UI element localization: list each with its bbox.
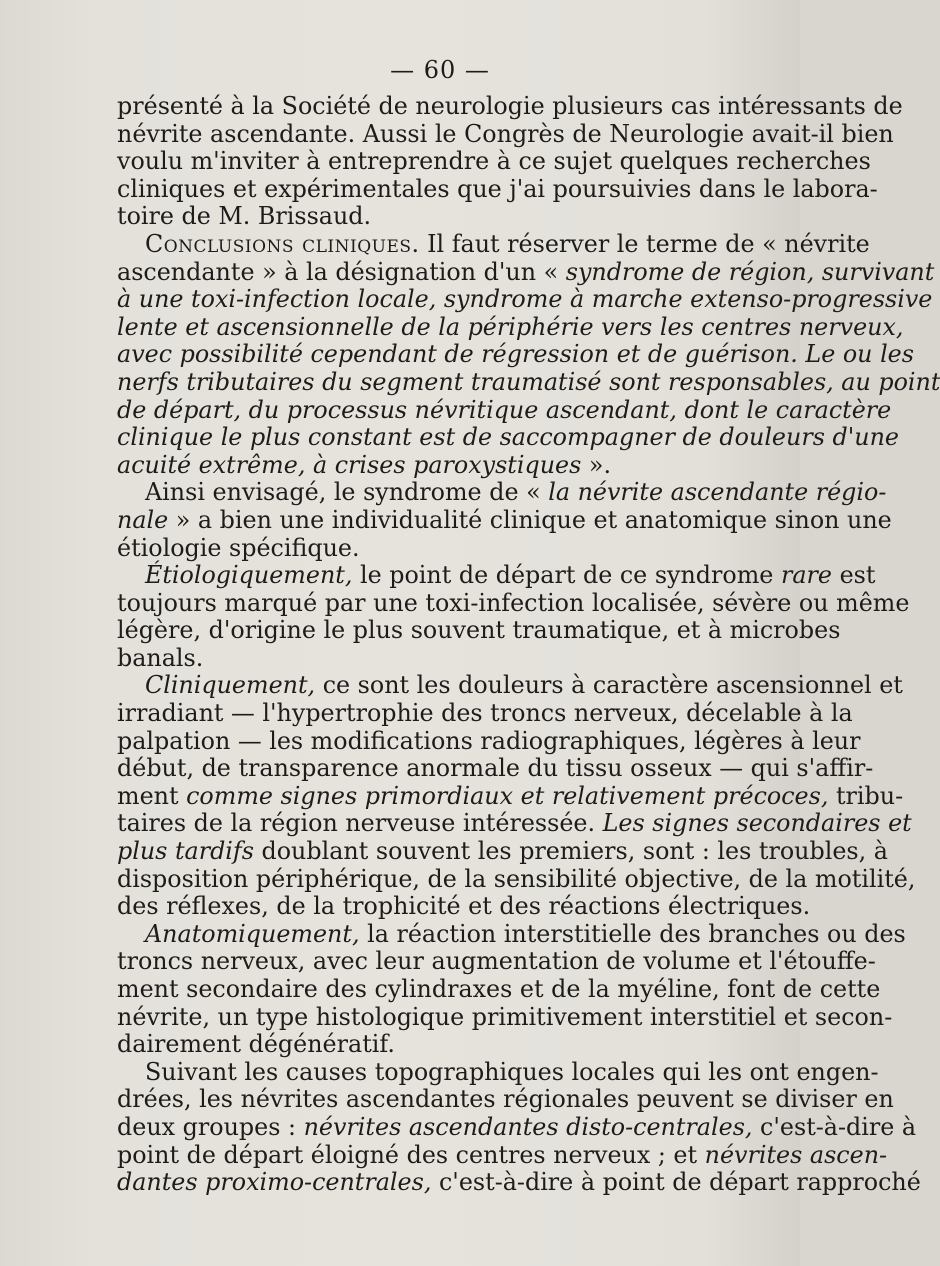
- text-segment: des réflexes, de la trophicité et des réactions électriques.: [117, 892, 811, 921]
- italic-segment: clinique le plus constant est de saccompagner de douleurs d'une: [117, 423, 899, 452]
- text-line: [117, 919, 906, 949]
- text-segment: cliniques et expérimentales que j'ai poursuivies dans le labora-: [117, 174, 878, 203]
- text-line: [117, 561, 876, 590]
- text-segment: début, de transparence anormale du tissu osseux — qui s'affir-: [117, 754, 874, 783]
- text-segment: toire de M. Brissaud.: [117, 202, 372, 231]
- text-line: [117, 1140, 888, 1170]
- italic-segment: la névrite ascendante régio-: [548, 478, 887, 507]
- text-segment: disposition périphérique, de la sensibilité objective, de la motilité,: [117, 864, 916, 893]
- text-segment: légère, d'origine le plus souvent traumatique, et à microbes: [117, 616, 841, 645]
- text-segment: est: [832, 561, 876, 590]
- text-line: [117, 947, 876, 976]
- text-segment: deux groupes :: [117, 1112, 304, 1141]
- text-segment: voulu m'inviter à entreprendre à ce sujet quelques recherches: [117, 147, 871, 176]
- text-line: [117, 229, 870, 259]
- text-line: [117, 395, 892, 425]
- text-segment: taires de la région nerveuse intéressée.: [117, 809, 603, 838]
- text-line: [117, 726, 861, 756]
- italic-segment: névrites ascendantes disto-centrales,: [303, 1112, 753, 1141]
- text-segment: banals.: [117, 643, 204, 672]
- italic-segment: syndrome de région, survivant: [565, 257, 935, 286]
- text-line: [117, 1031, 757, 1059]
- text-line: [117, 837, 888, 866]
- text-segment: toujours marqué par une toxi-infection localisée, sévère ou même: [117, 588, 910, 617]
- text-line: [117, 203, 757, 231]
- small-caps-heading: Conclusions cliniques.: [145, 229, 420, 258]
- text-segment: Suivant les causes topographiques locales qui les ont engen-: [145, 1057, 879, 1086]
- text-segment: Ainsi envisagé, le syndrome de «: [145, 478, 549, 507]
- text-segment: présenté à la Société de neurologie plusieurs cas intéressants de: [117, 92, 903, 120]
- text-line: [117, 1057, 879, 1087]
- italic-segment: névrites ascen-: [704, 1140, 888, 1169]
- text-line: [117, 340, 914, 369]
- text-segment: ».: [581, 450, 612, 479]
- text-segment: irradiant — l'hypertrophie des troncs nerveux, décelable à la: [117, 699, 853, 728]
- italic-segment: Cliniquement,: [145, 671, 316, 700]
- text-line: [117, 285, 933, 314]
- text-line: [117, 975, 881, 1004]
- text-line: [117, 423, 899, 452]
- text-line: [117, 119, 894, 149]
- text-line: [117, 864, 916, 894]
- text-segment: ce sont les douleurs à caractère ascensionnel et: [315, 671, 903, 700]
- text-segment: c'est-à-dire à point de départ rapproché: [431, 1168, 921, 1197]
- text-segment: palpation — les modifications radiographiques, légères à leur: [117, 726, 861, 755]
- text-segment: Il faut réserver le terme de « névrite: [419, 229, 870, 258]
- text-line: [117, 1112, 917, 1142]
- text-line: [117, 535, 757, 563]
- text-line: [117, 257, 935, 287]
- text-segment: ment secondaire des cylindraxes et de la myéline, font de cette: [117, 975, 881, 1003]
- italic-segment: de départ, du processus névritique ascendant, dont le caractère: [117, 395, 892, 424]
- italic-segment: rare: [780, 561, 832, 590]
- italic-segment: lente et ascensionnelle de la périphérie vers les centres nerveux,: [117, 312, 904, 341]
- text-line: [117, 1002, 893, 1032]
- italic-segment: Anatomiquement,: [145, 919, 360, 948]
- text-segment: le point de départ de ce syndrome: [352, 561, 781, 590]
- text-segment: étiologie spécifique.: [117, 533, 360, 562]
- text-line: [117, 645, 757, 673]
- text-segment: névrite ascendante. Aussi le Congrès de Neurologie avait-il bien: [117, 119, 894, 148]
- text-line: [117, 174, 878, 204]
- text-segment: la réaction interstitielle des branches ou des: [359, 919, 906, 948]
- text-segment: point de départ éloigné des centres nerveux ; et: [117, 1140, 705, 1169]
- italic-segment: nerfs tributaires du segment traumatisé sont responsables, au point: [117, 367, 940, 396]
- text-line: [117, 147, 871, 176]
- text-segment: troncs nerveux, avec leur augmentation de volume et l'étouffe-: [117, 947, 876, 976]
- text-segment: » a bien une individualité clinique et anatomique sinon une: [168, 505, 892, 534]
- text-segment: ascendante » à la désignation d'un «: [117, 257, 566, 286]
- text-line: [117, 892, 811, 921]
- text-line: [117, 616, 841, 645]
- body-text: [117, 92, 940, 1197]
- text-segment: névrite, un type histologique primitivement interstitiel et secon-: [117, 1002, 893, 1031]
- text-line: [117, 1085, 894, 1114]
- text-line: [117, 781, 904, 811]
- italic-segment: nale: [117, 505, 169, 534]
- text-line: [117, 92, 903, 121]
- italic-segment: Étiologiquement,: [145, 561, 353, 590]
- italic-segment: plus tardifs: [117, 837, 254, 866]
- italic-segment: Les signes secondaires et: [602, 809, 912, 838]
- text-line: [117, 452, 757, 480]
- italic-segment: à une toxi-infection locale, syndrome à marche extenso-progressive: [117, 285, 933, 314]
- text-line: [117, 505, 892, 535]
- text-line: [117, 367, 940, 397]
- text-segment: dairement dégénératif.: [117, 1030, 395, 1059]
- text-line: [117, 478, 887, 507]
- text-segment: c'est-à-dire à: [752, 1112, 917, 1141]
- italic-segment: avec possibilité cependant de régression et de guérison. Le ou les: [117, 340, 914, 369]
- text-segment: ment: [117, 781, 187, 810]
- italic-segment: acuité extrême, à crises paroxystiques: [117, 450, 582, 479]
- text-line: [117, 809, 912, 838]
- text-line: [117, 671, 903, 700]
- text-line: [117, 312, 904, 342]
- page-number: — 60 —: [390, 56, 490, 84]
- text-line: [117, 588, 910, 618]
- text-line: [117, 699, 853, 728]
- text-line: [117, 1168, 921, 1197]
- italic-segment: dantes proximo-centrales,: [117, 1168, 432, 1197]
- text-segment: drées, les névrites ascendantes régionales peuvent se diviser en: [117, 1085, 894, 1114]
- text-segment: tribu-: [828, 781, 904, 810]
- text-line: [117, 754, 874, 783]
- italic-segment: comme signes primordiaux et relativement précoces,: [186, 781, 829, 810]
- text-segment: doublant souvent les premiers, sont : les troubles, à: [253, 837, 888, 866]
